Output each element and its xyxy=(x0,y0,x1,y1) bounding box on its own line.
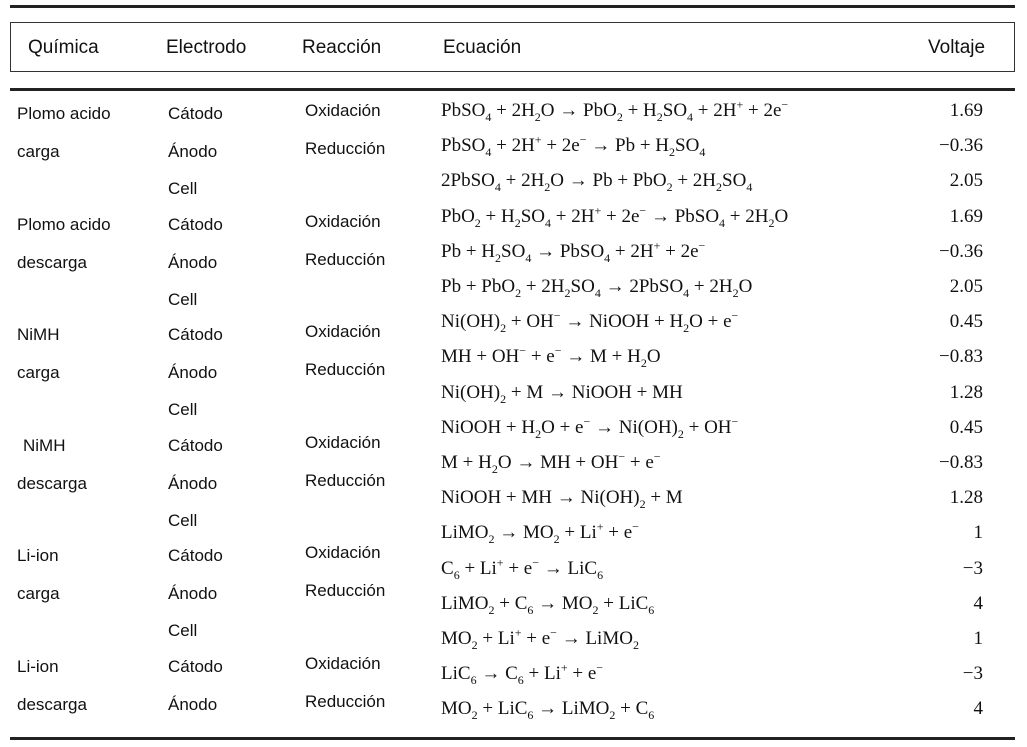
voltage-cell: 0.45 xyxy=(949,417,983,438)
equation-cell: NiOOH + $H_2O + e^- \to Ni(OH)_2 + OH^-$ xyxy=(441,414,739,441)
electrode-label: Cell xyxy=(168,621,198,640)
equation-cell: $LiC_6 \to C_6 + Li^+ + e^-$ xyxy=(441,660,604,687)
electrode-label: Cátodo xyxy=(168,657,223,676)
voltage-cell: −0.83 xyxy=(939,346,983,367)
reaction-label: Reducción xyxy=(305,471,386,490)
reaction-label: Reducción xyxy=(305,581,386,600)
chemistry-label: Li-ion xyxy=(17,546,59,565)
reaction-label: Oxidación xyxy=(305,322,381,341)
voltage-cell: −0.36 xyxy=(939,241,983,262)
electrode-label: Ánodo xyxy=(168,584,218,603)
header-reaccion: Reacción xyxy=(302,37,382,58)
reaction-label: Oxidación xyxy=(305,101,381,120)
equation-cell: $MO_2 + Li^+ + e^-$ → LiMO$_2$ xyxy=(441,625,639,652)
equation-cell: NiOOH + MH → $Ni(OH)_2 + M$ xyxy=(441,487,683,511)
reaction-label: Reducción xyxy=(305,692,386,711)
reaction-label: Reducción xyxy=(305,250,386,269)
voltage-cell: 4 xyxy=(973,698,983,719)
voltage-cell: 1.28 xyxy=(949,487,983,508)
header-quimica: Química xyxy=(28,37,99,58)
header-electrodo: Electrodo xyxy=(166,37,247,58)
equation-cell: LiMO$_2$ → $MO_2 + Li^+ + e^-$ xyxy=(441,519,639,546)
voltage-cell: 1.69 xyxy=(949,100,983,121)
electrode-label: Cátodo xyxy=(168,436,223,455)
chemistry-label: Plomo acido xyxy=(17,104,111,123)
voltage-cell: 1 xyxy=(973,628,983,649)
chemistry-label: NiMH xyxy=(17,325,60,344)
electrode-label: Cátodo xyxy=(168,215,223,234)
chemistry-label: descarga xyxy=(17,253,87,272)
equation-cell: $M + H_2O$ → MH + OH− + e− xyxy=(441,449,661,476)
table-bottom-rule xyxy=(10,737,1015,740)
electrode-label: Ánodo xyxy=(168,142,218,161)
electrode-label: Ánodo xyxy=(168,474,218,493)
chemistry-label: carga xyxy=(17,363,60,382)
voltage-cell: 4 xyxy=(973,593,983,614)
chemistry-label: descarga xyxy=(17,474,87,493)
voltage-cell: −3 xyxy=(962,558,983,579)
voltage-cell: 1.28 xyxy=(949,382,983,403)
equation-cell: PbSO$_4$ + $2H^+ + 2e^- \to Pb + H_2SO_4$ xyxy=(441,132,706,159)
equation-cell: $PbO_2 + H_2SO_4 + 2H^+ + 2e^-$ → PbSO$_4$ + $2H_2O$ xyxy=(441,203,789,230)
voltage-cell: −0.83 xyxy=(939,452,983,473)
reaction-label: Oxidación xyxy=(305,543,381,562)
equation-cell: 2PbSO$_4$ + $2H_2O \to Pb + PbO_2 + 2H_2SO_4$ xyxy=(441,170,753,194)
header-voltaje: Voltaje xyxy=(928,37,986,58)
electrode-label: Cátodo xyxy=(168,104,223,123)
voltage-cell: 1 xyxy=(973,522,983,543)
voltage-cell: 2.05 xyxy=(949,170,983,191)
reaction-label: Reducción xyxy=(305,360,386,379)
electrode-label: Cell xyxy=(168,511,198,530)
electrode-label: Cell xyxy=(168,400,198,419)
chemistry-label: descarga xyxy=(17,695,87,714)
voltage-cell: 2.05 xyxy=(949,276,983,297)
voltage-cell: 1.69 xyxy=(949,206,983,227)
electrode-label: Cátodo xyxy=(168,546,223,565)
reaction-label: Oxidación xyxy=(305,654,381,673)
voltage-cell: −0.36 xyxy=(939,135,983,156)
header-ecuacion: Ecuación xyxy=(443,37,522,58)
electrode-label: Ánodo xyxy=(168,253,218,272)
chemistry-label: carga xyxy=(17,142,60,161)
equation-cell: PbSO$_4$ + $2H_2O \to PbO_2 + H_2SO_4 + 2H^+ + 2e^-$ xyxy=(441,97,789,124)
chemistry-label: Li-ion xyxy=(17,657,59,676)
table-header-rule xyxy=(10,88,1015,91)
chemistry-label: NiMH xyxy=(23,436,66,455)
table-top-rule xyxy=(10,5,1015,8)
equation-cell: $Ni(OH)_2 + OH^-$ → NiOOH + $H_2O + e^-$ xyxy=(441,308,739,335)
electrode-label: Cell xyxy=(168,290,198,309)
equation-cell: LiMO$_2$ + $C_6 \to MO_2 + LiC_6$ xyxy=(441,593,655,617)
reaction-label: Oxidación xyxy=(305,433,381,452)
electrode-label: Cell xyxy=(168,179,198,198)
reaction-label: Oxidación xyxy=(305,212,381,231)
equation-cell: $Pb + H_2SO_4$ → PbSO$_4$ + 2H+ + 2e− xyxy=(441,238,706,265)
equation-cell: $Ni(OH)_2 + M$ → NiOOH + MH xyxy=(441,382,683,406)
electrode-label: Ánodo xyxy=(168,695,218,714)
equation-cell: $MO_2 + LiC_6$ → LiMO$_2$ + $C_6$ xyxy=(441,698,655,722)
equation-cell: MH + $OH^- + e^- \to M + H_2O$ xyxy=(441,343,661,370)
chemistry-label: carga xyxy=(17,584,60,603)
chemistry-label: Plomo acido xyxy=(17,215,111,234)
equation-cell: $Pb + PbO_2 + 2H_2SO_4$ → 2PbSO$_4$ + $2H_2O$ xyxy=(441,276,753,300)
voltage-cell: 0.45 xyxy=(949,311,983,332)
reaction-label: Reducción xyxy=(305,139,386,158)
voltage-cell: −3 xyxy=(962,663,983,684)
equation-cell: $C_6 + Li^+ + e^- \to LiC_6$ xyxy=(441,555,604,582)
electrode-label: Ánodo xyxy=(168,363,218,382)
electrode-label: Cátodo xyxy=(168,325,223,344)
